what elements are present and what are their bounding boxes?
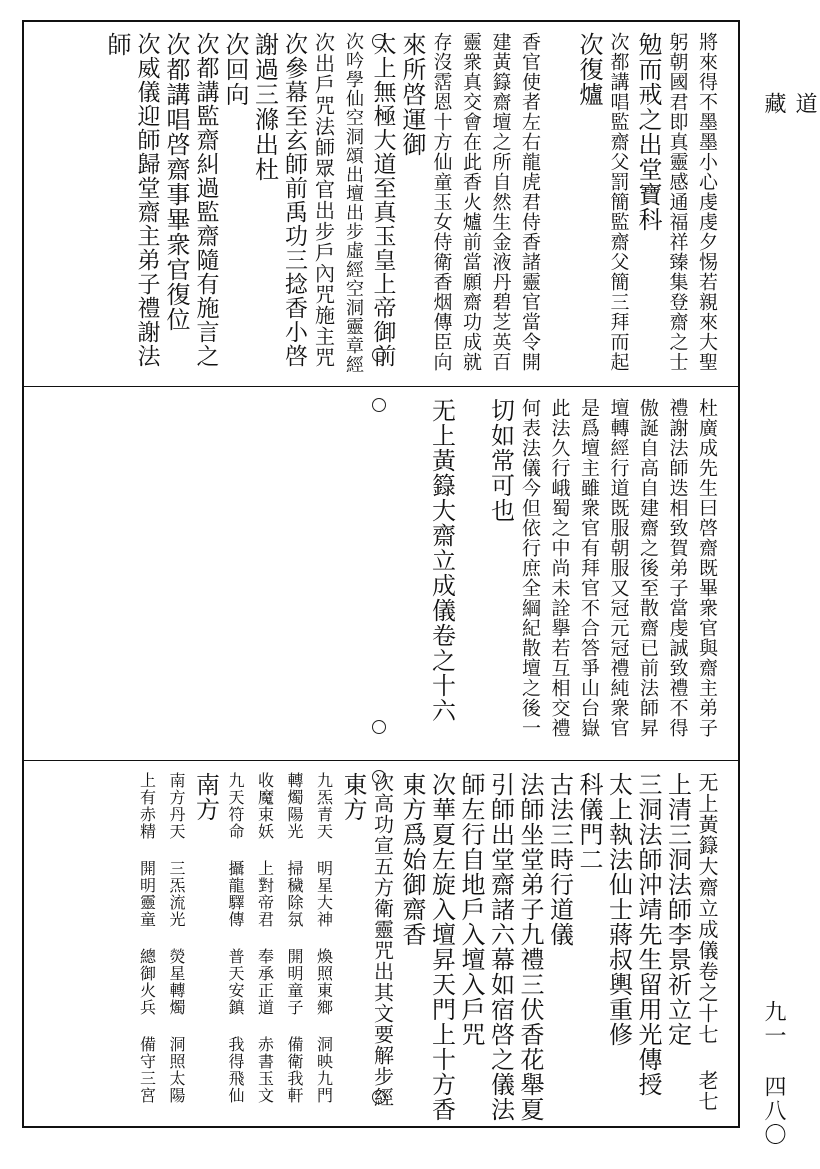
text-column: 杜廣成先生曰啓齋既畢衆官與齋主弟子	[696, 398, 718, 738]
text-column: 次都講監齋糾過監齋隨有施言之	[192, 32, 219, 368]
text-column: 勉而戒之出堂寶科	[634, 32, 662, 232]
text-column: 來所啓運御	[398, 32, 426, 157]
panel-divider	[24, 760, 738, 761]
text-column: 何表法儀今但依行庶全綱紀散壇之後一	[519, 398, 541, 738]
text-column: 次都講唱監齋父罰簡監齋父簡三拜而起	[607, 32, 630, 372]
text-column: 南方丹天 三炁流光 熒星轉燭 洞照太陽	[167, 772, 186, 1104]
text-column: 將來得不墨墨小心虔虔夕惕若親來大聖	[696, 32, 718, 372]
text-column: 收魔束妖 上對帝君 奉承正道 赤書玉文	[255, 772, 275, 1104]
text-column: 東方爲始御齋香	[398, 772, 426, 947]
text-column: 九炁青天 明星大神 煥照東鄉 洞映九門	[314, 772, 334, 1104]
text-column: 東方	[339, 772, 367, 822]
text-column: 古法三時行道儀	[545, 772, 574, 947]
text-column: 次都講唱啓齋事畢衆官復位	[162, 32, 190, 332]
text-column: 次吟學仙空洞頌出壇出步虛經空洞靈章經	[343, 32, 364, 374]
text-column: 禮謝法師迭相致賀弟子當虔誠致禮不得	[666, 398, 689, 738]
text-column: 謝過三滌出杜	[250, 32, 279, 182]
binding-hole-icon	[372, 1090, 386, 1104]
text-column: 法師坐堂弟子九禮三伏香花舉夏	[516, 772, 544, 1122]
text-column: 躬朝國君即真靈感通福祥臻集登齋之士	[666, 32, 689, 372]
text-column: 上清三洞法師李景祈立定	[663, 772, 692, 1047]
text-column: 次威儀迎師歸堂齋主弟子禮謝法	[133, 32, 160, 368]
panel-middle	[24, 388, 738, 760]
binding-hole-icon	[372, 398, 386, 412]
text-column: 建黃籙齋壇之所自然生金液丹碧芝英百	[489, 32, 512, 372]
binding-hole-icon	[372, 720, 386, 734]
panel-bottom	[24, 762, 738, 1128]
collection-title: 道 藏	[761, 92, 817, 142]
text-column: 引師出堂齋諸六幕如宿啓之儀法	[486, 772, 515, 1122]
text-column: 科儀門二	[575, 772, 603, 872]
text-column: 師	[103, 32, 131, 57]
text-column: 无上黃籙大齋立成儀卷之十七 老七	[695, 772, 719, 1112]
text-column: 次參幕至玄師前禹功三捻香小啓	[281, 32, 307, 368]
text-column: 次高功宣五方衛靈咒出其文要解步經	[370, 772, 395, 1108]
page-number: 九一 四八〇	[761, 1000, 786, 1147]
text-column: 太上無極大道至真玉皇上帝御前	[369, 32, 396, 368]
text-column: 存沒霑恩十方仙童玉女侍衛香烟傳臣向	[430, 32, 453, 372]
text-column: 南方	[191, 772, 220, 822]
text-column: 香官使者左右龍虎君侍香諸靈官當令開	[519, 32, 541, 372]
text-column: 此法久行峨蜀之中尚未詮擧若互相交禮	[548, 398, 571, 738]
text-column: 次華夏左旋入壇昇天門上十方香	[427, 772, 456, 1122]
text-column: 切如常可也	[486, 398, 515, 523]
text-column: 壇轉經行道既服朝服又冠元冠禮純衆官	[607, 398, 630, 738]
text-column: 三洞法師沖靖先生留用光傳授	[634, 772, 662, 1097]
page-frame	[22, 20, 740, 1128]
text-column: 次回向	[221, 32, 249, 107]
text-column: 太上執法仙士蔣叔輿重修	[604, 772, 633, 1047]
text-column: 師左行自地戶入壇入戶咒	[457, 772, 485, 1047]
text-column: 靈衆真交會在此香火爐前當願齋功成就	[460, 32, 482, 372]
text-column: 上有赤精 開明靈童 總御火兵 備守三宮	[137, 772, 157, 1104]
panel-top	[24, 22, 738, 386]
text-column: 无上黃籙大齋立成儀卷之十六	[427, 398, 456, 723]
text-column: 九天符命 攝龍驛傳 普天安鎮 我得飛仙	[226, 772, 245, 1104]
text-column: 次出戶咒法師眾官出步戶內咒施主咒	[311, 32, 336, 368]
text-column: 是爲壇主雖衆官有拜官不合答爭山台嶽	[578, 398, 600, 738]
panel-divider	[24, 386, 738, 387]
binding-hole-icon	[372, 348, 386, 362]
text-column: 傲誕自高自建齋之後至散齋已前法師昇	[637, 398, 659, 738]
binding-hole-icon	[372, 770, 386, 784]
binding-hole-icon	[372, 34, 386, 48]
text-column: 次復爐	[575, 32, 603, 107]
text-column: 轉燭陽光 掃穢除氛 開明童子 備衛我軒	[285, 772, 304, 1104]
